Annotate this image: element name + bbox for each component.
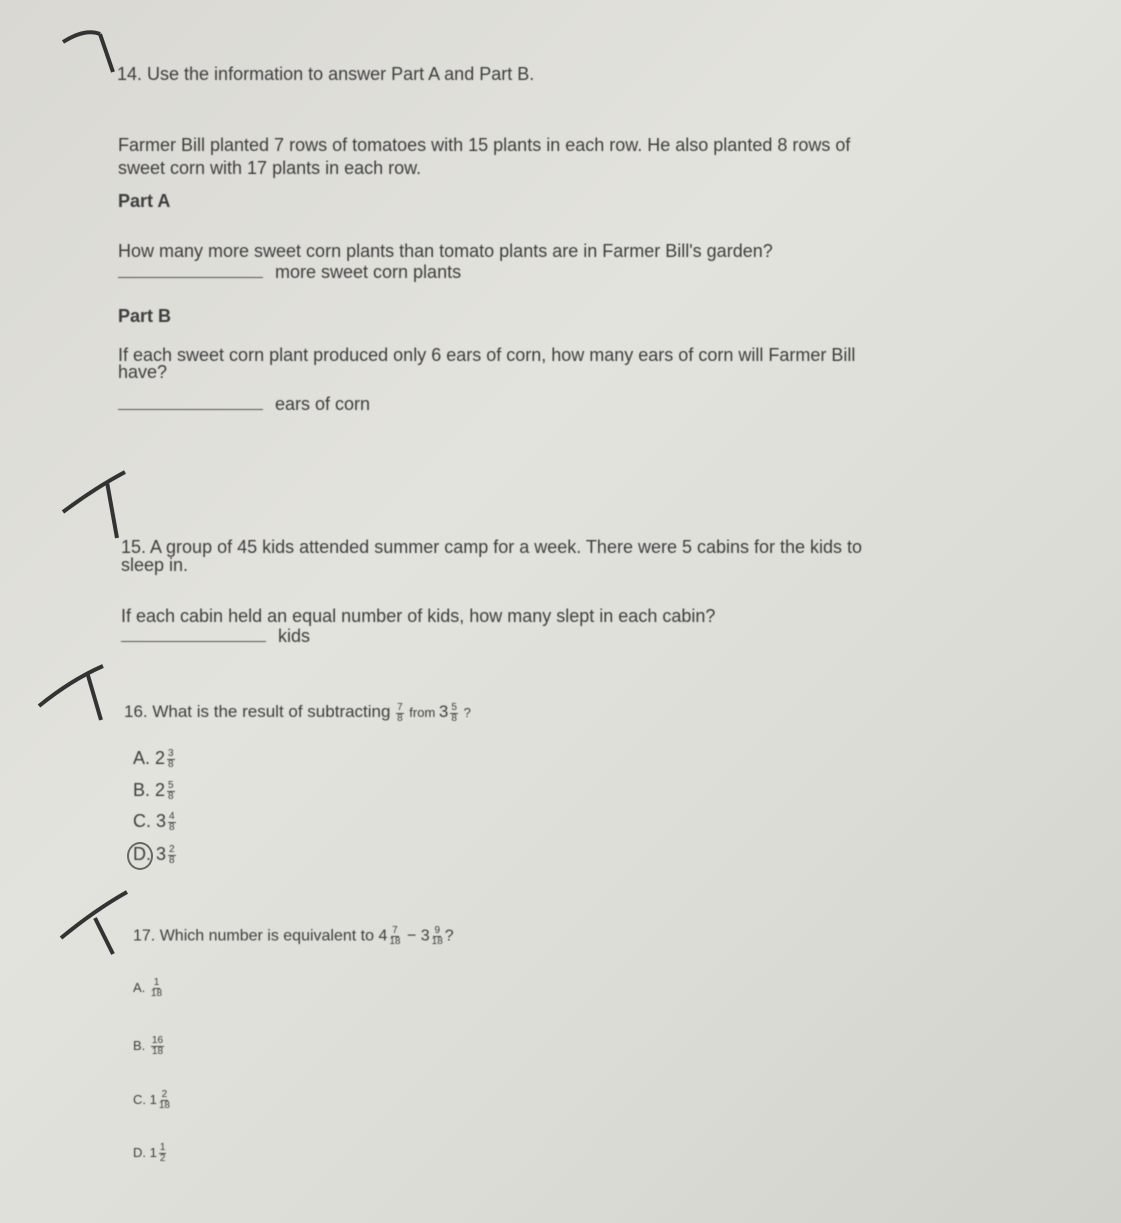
part-b-label: Part B xyxy=(118,306,172,326)
choice-a[interactable]: A. 2 $\frac{3}{8}$ xyxy=(133,747,174,770)
choice-c[interactable]: C. 1 $\frac{2}{18}$ xyxy=(133,1089,170,1111)
part-b-answer[interactable] xyxy=(118,394,370,415)
part-b-question: If each sweet corn plant produced only 6 ears of corn, how many ears of corn will Farmer Bill xyxy=(118,345,856,365)
q15-question: If each cabin held an equal number of kids, how many slept in each cabin? xyxy=(121,606,716,626)
fraction: $\frac{7}{8}$ xyxy=(397,702,403,725)
answer-blank[interactable] xyxy=(118,277,263,278)
answer-circle xyxy=(127,842,153,870)
part-a-answer[interactable] xyxy=(118,262,461,283)
q15-text: sleep in. xyxy=(121,555,189,575)
choice-c[interactable]: C. 3 $\frac{4}{8}$ xyxy=(133,810,175,833)
q15-text: 15. A group of 45 kids attended summer camp for a week. There were 5 cabins for the kids to xyxy=(121,537,863,557)
choice-b[interactable]: B. $\frac{16}{18}$ xyxy=(133,1035,164,1057)
part-a-label: Part A xyxy=(118,191,171,211)
q14-intro: Farmer Bill planted 7 rows of tomatoes with 15 plants in each row. He also planted 8 rows of xyxy=(118,135,851,155)
q15-answer[interactable] xyxy=(121,626,310,647)
answer-suffix: more sweet corn plants xyxy=(275,262,462,282)
answer-suffix: kids xyxy=(278,626,311,646)
answer-blank[interactable] xyxy=(121,641,266,642)
choice-d[interactable]: D. 1 $\frac{1}{2}$ xyxy=(133,1142,166,1164)
q16-question: 16. What is the result of subtracting $\frac{7}{8}$ from 3 $\frac{5}{8}$ ? xyxy=(124,702,471,725)
fraction: $\frac{5}{8}$ xyxy=(451,702,457,725)
answer-blank[interactable] xyxy=(118,409,263,410)
part-a-question: How many more sweet corn plants than tomato plants are in Farmer Bill's garden? xyxy=(118,241,773,261)
part-b-question: have? xyxy=(118,362,168,382)
choice-a[interactable]: A. $\frac{1}{18}$ xyxy=(133,977,163,999)
check-mark-icon xyxy=(55,890,135,960)
q17-question: 17. Which number is equivalent to 4 $\frac{7}{18}$ − 3 $\frac{9}{18}$ ? xyxy=(133,925,454,947)
answer-suffix: ears of corn xyxy=(275,394,371,414)
q14-heading: 14. Use the information to answer Part A and Part B. xyxy=(117,64,535,84)
check-mark-icon xyxy=(35,660,115,730)
q14-intro: sweet corn with 17 plants in each row. xyxy=(118,158,422,178)
choice-d[interactable]: D. 3 $\frac{2}{8}$ xyxy=(133,843,175,866)
choice-b[interactable]: B. 2 $\frac{5}{8}$ xyxy=(133,779,174,802)
